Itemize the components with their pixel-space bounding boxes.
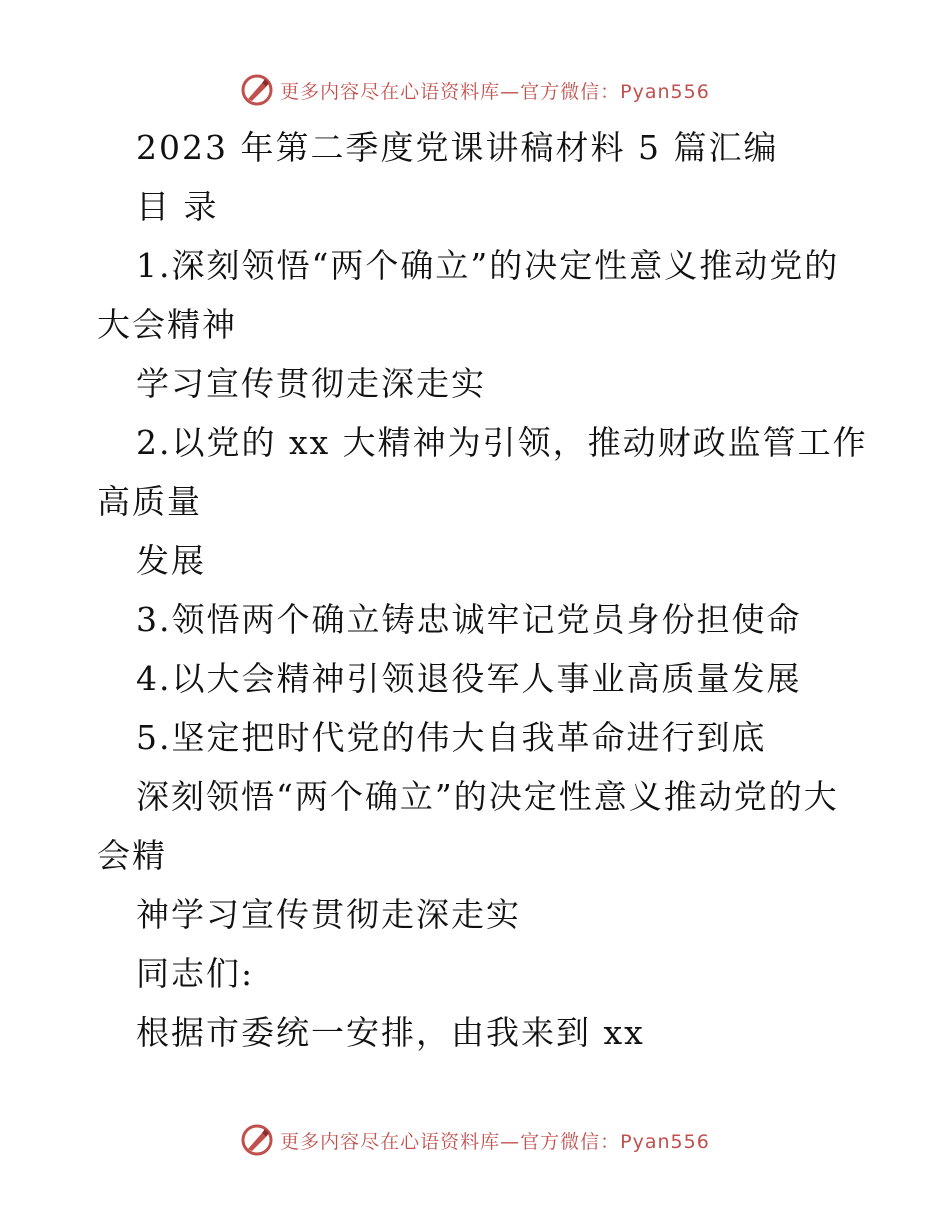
toc-item-1-line3: 学习宣传贯彻走深走实 — [136, 364, 486, 403]
watermark-text: 更多内容尽在心语资料库—官方微信：Pyan556 — [280, 80, 710, 103]
article-title-line1: 深刻领悟“两个确立”的决定性意义推动党的大 — [136, 777, 839, 816]
salutation: 同志们: — [136, 954, 255, 993]
toc-item-1-line1: 1.深刻领悟“两个确立”的决定性意义推动党的 — [136, 246, 840, 285]
watermark-header — [0, 70, 950, 110]
watermark-text: 更多内容尽在心语资料库—官方微信：Pyan556 — [280, 1130, 710, 1153]
document-body — [0, 118, 950, 1062]
toc-item-1-line2: 大会精神 — [97, 305, 237, 344]
body-paragraph-start: 根据市委统一安排，由我来到 xx — [136, 1013, 645, 1052]
toc-item-5: 5.坚定把时代党的伟大自我革命进行到底 — [136, 718, 767, 757]
article-title-line3: 神学习宣传贯彻走深走实 — [136, 895, 521, 934]
article-title-line2: 会精 — [97, 836, 167, 875]
toc-heading: 目 录 — [136, 187, 219, 226]
toc-item-3: 3.领悟两个确立铸忠诚牢记党员身份担使命 — [136, 600, 802, 639]
toc-item-4: 4.以大会精神引领退役军人事业高质量发展 — [136, 659, 802, 698]
pen-logo-icon — [240, 1123, 274, 1157]
watermark-footer — [0, 1120, 950, 1160]
toc-item-2-line1: 2.以党的 xx 大精神为引领，推动财政监管工作 — [136, 423, 868, 462]
document-title: 2023 年第二季度党课讲稿材料 5 篇汇编 — [136, 128, 779, 167]
pen-logo-icon — [240, 73, 274, 107]
toc-item-2-line3: 发展 — [136, 541, 206, 580]
toc-item-2-line2: 高质量 — [97, 482, 202, 521]
